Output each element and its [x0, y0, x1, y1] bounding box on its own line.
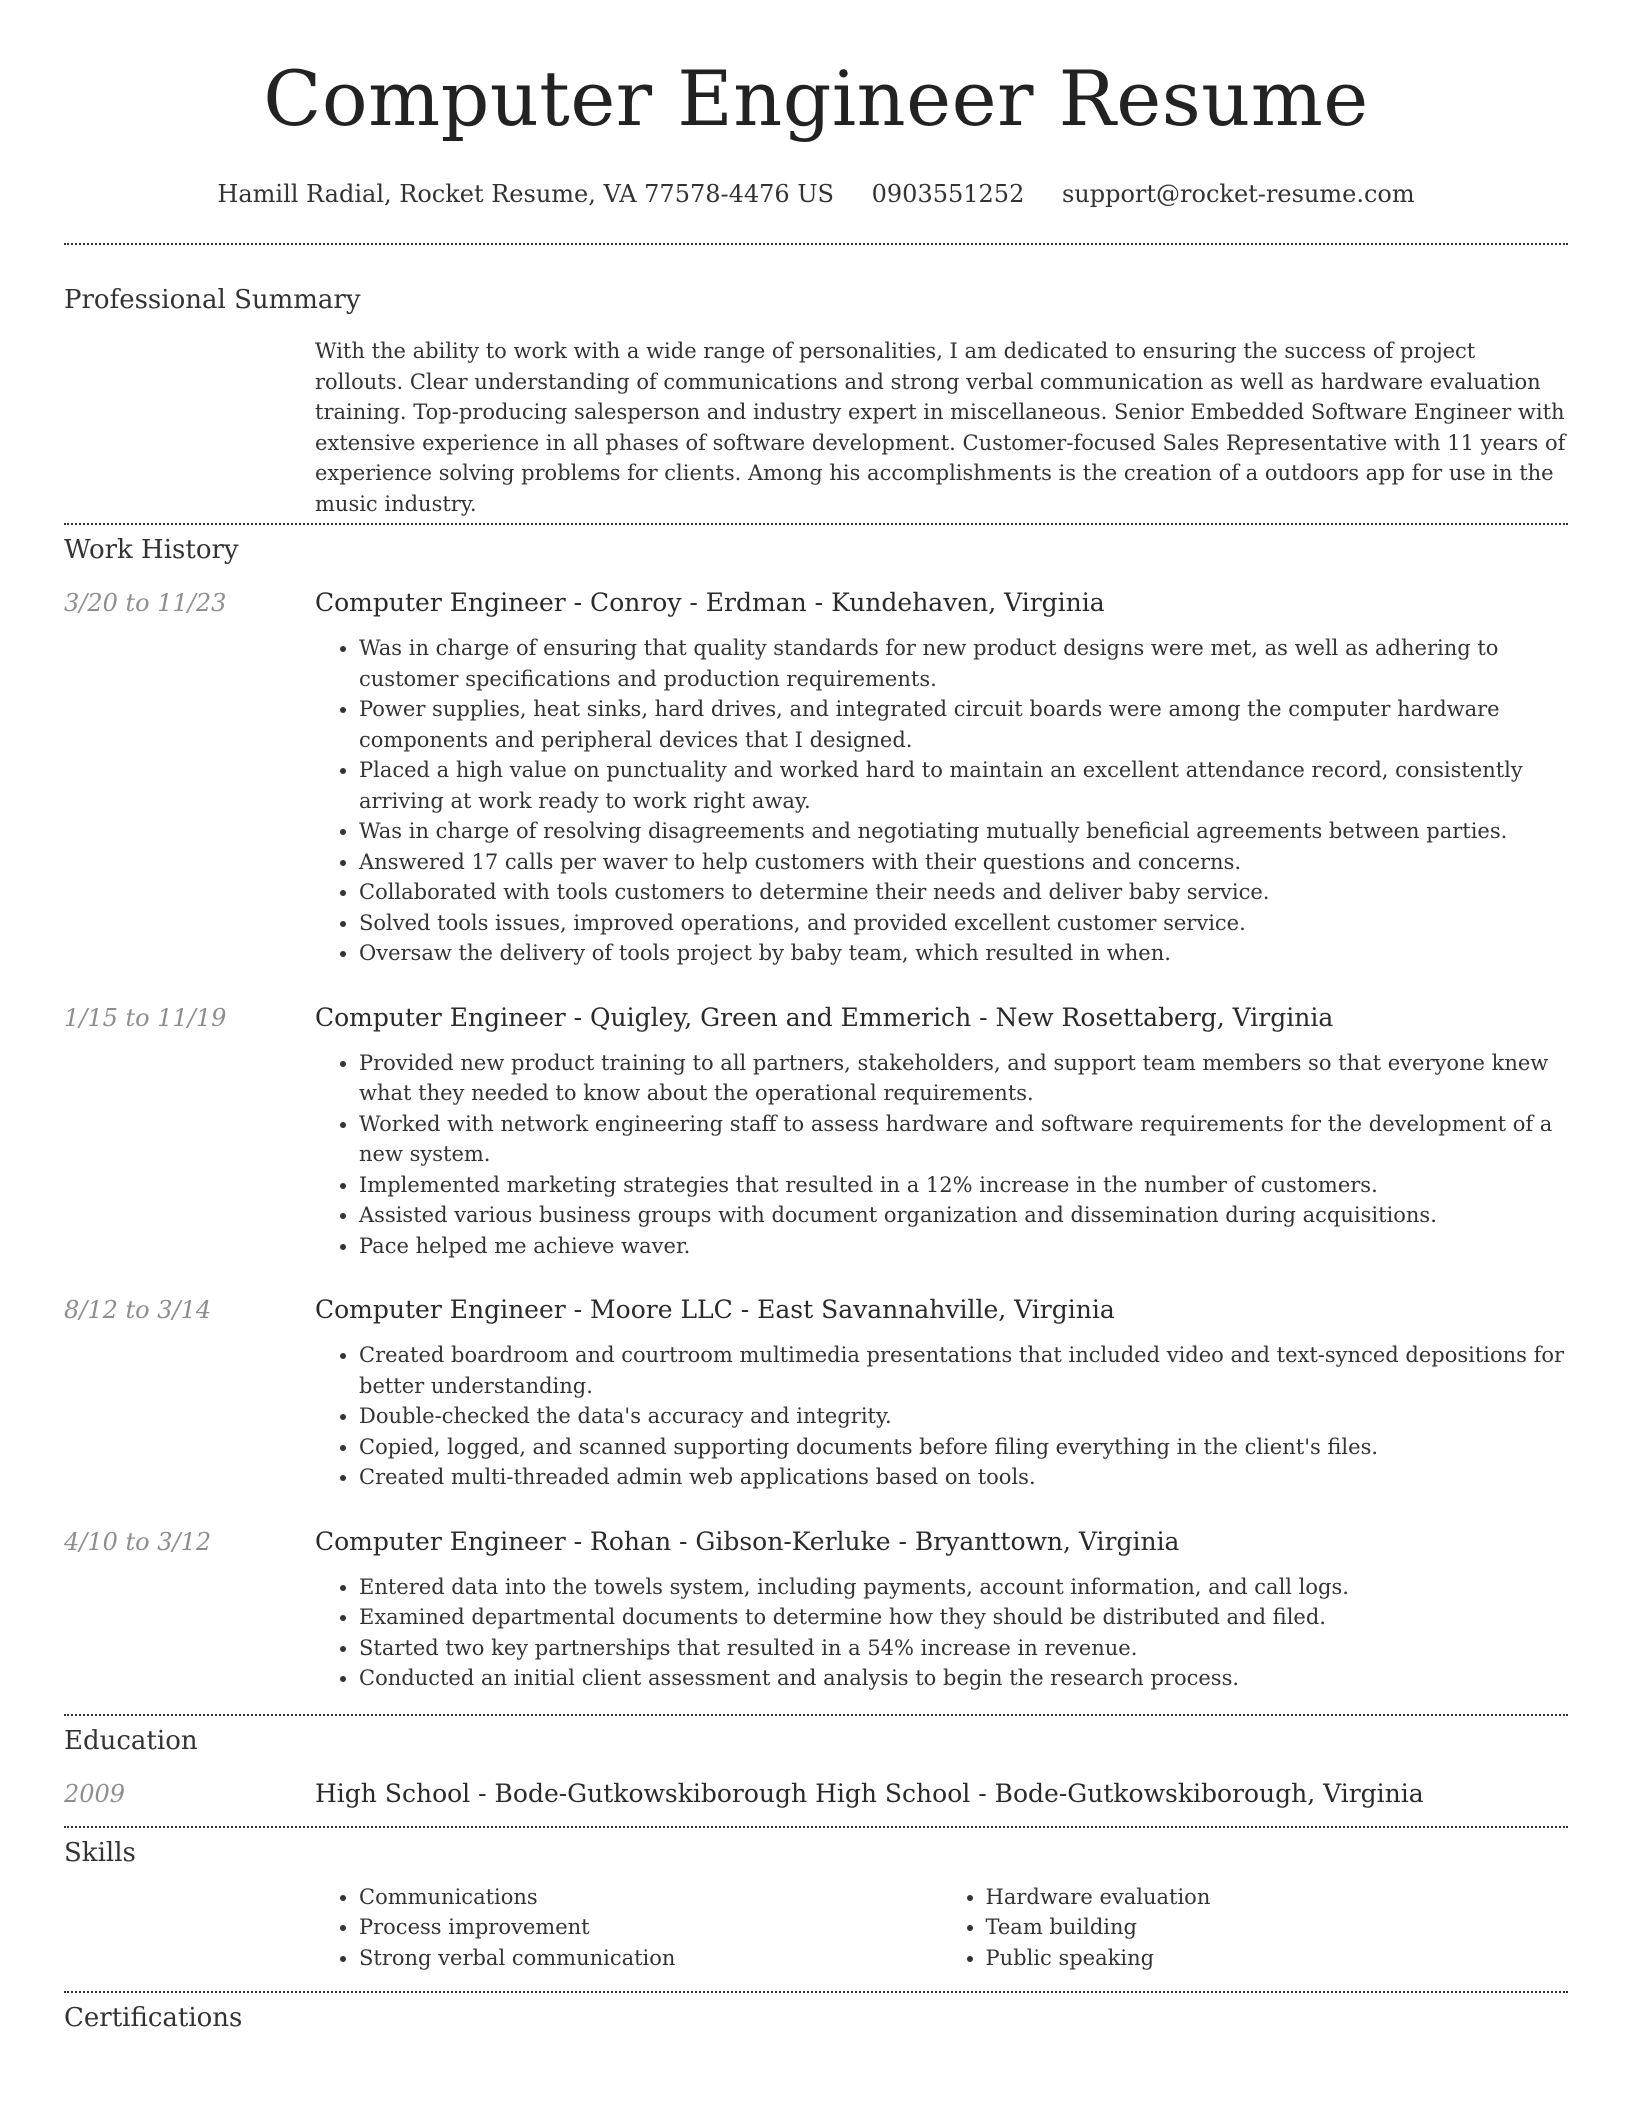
skill-item: • Team building: [986, 1912, 1569, 1943]
job-bullet: • Answered 17 calls per waver to help customers with their questions and concerns.: [359, 847, 1568, 878]
job-body: [315, 1294, 1568, 1493]
job-bullet: • Provided new product training to all partners, stakeholders, and support team members so that everyone knew what they needed to know about the operational requirements.: [359, 1048, 1568, 1109]
contact-address: Hamill Radial, Rocket Resume, VA 77578-4476 US: [217, 180, 834, 208]
education-year: 2009: [64, 1779, 126, 1808]
job-bullet: • Entered data into the towels system, including payments, account information, and call logs.: [359, 1572, 1568, 1603]
job-entry: [64, 1526, 1568, 1694]
job-bullet: • Oversaw the delivery of tools project by baby team, which resulted in when.: [359, 938, 1568, 969]
job-dates: 1/15 to 11/19: [64, 1003, 227, 1032]
summary-row: [64, 336, 1568, 519]
resume-title: Computer Engineer Resume: [263, 54, 1369, 143]
job-entry: [64, 1002, 1568, 1262]
summary-text: With the ability to work with a wide range of personalities, I am dedicated to ensuring the success of project rollouts. Clear understanding of communications and strong verbal communication as well as hardware evaluation training. Top-producing salesperson and industry expert in miscellaneous. Senior Embedded Software Engineer with extensive experience in all phases of software development. Customer-focused Sales Representative with 11 years of experience solving problems for clients. Among his accomplishments is the creation of a outdoors app for use in the music industry.: [315, 339, 1566, 516]
section-divider: [64, 243, 1568, 245]
skill-item: • Hardware evaluation: [986, 1882, 1569, 1913]
job-bullet: • Collaborated with tools customers to determine their needs and deliver baby service.: [359, 877, 1568, 908]
job-body: [315, 1526, 1568, 1694]
job-bullets: [315, 1048, 1568, 1262]
certifications-heading: Certifications: [64, 2003, 243, 2033]
job-bullet: • Was in charge of resolving disagreements and negotiating mutually beneficial agreements between parties.: [359, 816, 1568, 847]
skills-heading: Skills: [64, 1837, 136, 1868]
job-bullet: • Double-checked the data's accuracy and integrity.: [359, 1401, 1568, 1432]
skills-row: [64, 1882, 1568, 1974]
education-heading: Education: [64, 1725, 198, 1756]
job-bullet: • Created multi-threaded admin web applications based on tools.: [359, 1462, 1568, 1493]
section-divider: [64, 1991, 1568, 1993]
job-title: Computer Engineer - Rohan - Gibson-Kerluke - Bryanttown, Virginia: [315, 1526, 1180, 1556]
contact-line: [64, 180, 1568, 208]
summary-heading: Professional Summary: [64, 285, 361, 315]
skills-list-left: [315, 1882, 942, 1974]
contact-phone: 0903551252: [871, 180, 1025, 208]
job-bullet: • Conducted an initial client assessment and analysis to begin the research process.: [359, 1663, 1568, 1694]
job-bullet: • Assisted various business groups with document organization and dissemination during acquisitions.: [359, 1200, 1568, 1231]
skills-list-right: [942, 1882, 1569, 1974]
job-bullet: • Placed a high value on punctuality and worked hard to maintain an excellent attendance record, consistently arriving at work ready to work right away.: [359, 755, 1568, 816]
job-entry: [64, 587, 1568, 969]
job-title: Computer Engineer - Moore LLC - East Savannahville, Virginia: [315, 1295, 1115, 1324]
education-detail: High School - Bode-Gutkowskiborough High School - Bode-Gutkowskiborough, Virginia: [315, 1778, 1424, 1808]
job-body: [315, 587, 1568, 969]
job-dates: 4/10 to 3/12: [64, 1527, 212, 1556]
job-dates: 3/20 to 11/23: [64, 589, 227, 617]
job-bullet: • Implemented marketing strategies that resulted in a 12% increase in the number of customers.: [359, 1170, 1568, 1201]
job-bullets: [315, 633, 1568, 969]
skill-item: • Public speaking: [986, 1943, 1569, 1974]
section-divider: [64, 1826, 1568, 1828]
job-dates: 8/12 to 3/14: [64, 1296, 212, 1324]
education-entry: [64, 1778, 1568, 1810]
contact-email: support@rocket-resume.com: [1061, 180, 1415, 208]
job-bullets: [315, 1340, 1568, 1493]
summary-body: [315, 336, 1568, 519]
job-bullet: • Examined departmental documents to determine how they should be distributed and filed.: [359, 1602, 1568, 1633]
job-bullet: • Created boardroom and courtroom multimedia presentations that included video and text-synced depositions for better understanding.: [359, 1340, 1568, 1401]
work-history-heading: Work History: [64, 535, 239, 565]
job-bullet: • Was in charge of ensuring that quality standards for new product designs were met, as well as adhering to customer specifications and production requirements.: [359, 633, 1568, 694]
section-divider: [64, 1714, 1568, 1716]
skill-item: • Process improvement: [359, 1912, 942, 1943]
job-title: Computer Engineer - Conroy - Erdman - Kundehaven, Virginia: [315, 588, 1105, 617]
job-body: [315, 1002, 1568, 1262]
job-bullet: • Copied, logged, and scanned supporting documents before filing everything in the client's files.: [359, 1432, 1568, 1463]
skill-item: • Strong verbal communication: [359, 1943, 942, 1974]
section-divider: [64, 523, 1568, 525]
job-bullet: • Power supplies, heat sinks, hard drives, and integrated circuit boards were among the computer hardware components and peripheral devices that I designed.: [359, 694, 1568, 755]
job-bullet: • Worked with network engineering staff to assess hardware and software requirements for the development of a new system.: [359, 1109, 1568, 1170]
skill-item: • Communications: [359, 1882, 942, 1913]
job-bullet: • Solved tools issues, improved operations, and provided excellent customer service.: [359, 908, 1568, 939]
skills-grid: [315, 1882, 1568, 1974]
job-bullets: [315, 1572, 1568, 1694]
job-title: Computer Engineer - Quigley, Green and Emmerich - New Rosettaberg, Virginia: [315, 1002, 1334, 1032]
job-bullet: • Pace helped me achieve waver.: [359, 1231, 1568, 1262]
job-bullet: • Started two key partnerships that resulted in a 54% increase in revenue.: [359, 1633, 1568, 1664]
job-entry: [64, 1294, 1568, 1493]
